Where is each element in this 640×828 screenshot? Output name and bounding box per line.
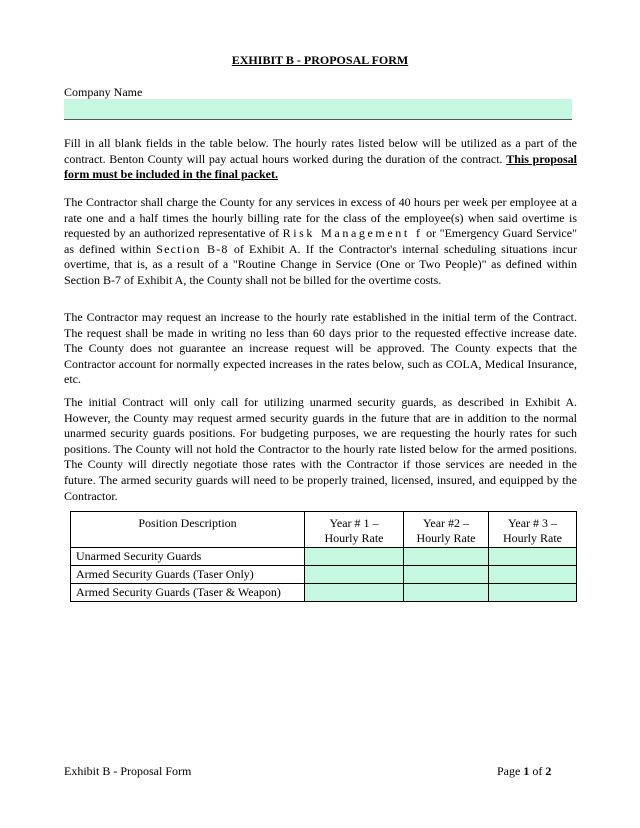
table-header-row (71, 512, 577, 548)
position-cell: Armed Security Guards (Taser Only) (71, 566, 305, 584)
year-2-rate-input[interactable] (404, 548, 489, 566)
company-name-field[interactable] (64, 99, 572, 120)
year-2-rate-input[interactable] (404, 566, 489, 584)
year-1-rate-input[interactable] (305, 566, 404, 584)
position-cell: Unarmed Security Guards (71, 548, 305, 566)
instructions-paragraph (64, 136, 577, 183)
overtime-paragraph (64, 195, 577, 289)
rate-increase-paragraph: The Contractor may request an increase to the hourly rate established in the initial term of the Contract. The request shall be made in writing no less than 60 days prior to the requested effective increase date. The County does not guarantee an increase request will be approved. The County expects that the Contractor account for normally expected increases in the rates below, such as COLA, Medical Insurance, etc. (64, 310, 577, 387)
table-row (71, 548, 577, 566)
instructions-emphasis: This proposal form must be included in the final packet. (64, 151, 577, 182)
armed-guards-paragraph: The initial Contract will only call for utilizing unarmed security guards, as described in Exhibit A. However, the County may request armed security guards in the future that are in addition to the normal unarmed security guards positions. For budgeting purposes, we are requesting the hourly rates for such positions. The County will not hold the Contractor to the hourly rate listed below for the armed positions. The County will directly negotiate those rates with the Contractor if those services are needed in the future. The armed security guards will need to be properly trained, licensed, insured, and equipped by the Contractor. (64, 395, 577, 503)
year-3-rate-input[interactable] (489, 566, 577, 584)
position-cell: Armed Security Guards (Taser & Weapon) (71, 584, 305, 602)
overtime-text-b: or "Emergency Guard Service" as defined within (64, 226, 577, 256)
year-3-rate-input[interactable] (489, 584, 577, 602)
year-1-rate-input[interactable] (305, 548, 404, 566)
instructions-text: Fill in all blank fields in the table below. The hourly rates listed below will be utilized as a part of the contract. Benton County will pay actual hours worked during the duration of the contract. (64, 136, 577, 166)
overtime-text-spaced: Risk Management f (282, 226, 423, 241)
header-year-1: Year # 1 – Hourly Rate (305, 512, 404, 548)
footer-document-title: Exhibit B - Proposal Form (64, 764, 192, 778)
header-position-description: Position Description (71, 512, 305, 548)
company-name-label: Company Name (64, 85, 143, 99)
year-3-rate-input[interactable] (489, 548, 577, 566)
year-1-rate-input[interactable] (305, 584, 404, 602)
overtime-text-c: of Exhibit A. If the Contractor's internal scheduling situations incur overtime, that is, as a result of a "Routine Change in Service (One or Two People)" as defined within Section B-7 of Exhibit A, the County shall not be billed for the overtime costs. (64, 241, 577, 287)
hourly-rate-table (70, 511, 577, 602)
table-row (71, 584, 577, 602)
year-2-rate-input[interactable] (404, 584, 489, 602)
footer-page-number: Page 1 of 2 (497, 764, 552, 778)
overtime-section-ref: Section B-8 (156, 241, 229, 256)
header-year-3: Year # 3 – Hourly Rate (489, 512, 577, 548)
overtime-text-a: The Contractor shall charge the County for any services in excess of 40 hours per week per employee at a rate one and a half times the hourly billing rate for the class of the employee(s) when said overtime is requested by an authorized representative of (64, 195, 577, 241)
page-title: EXHIBIT B - PROPOSAL FORM (231, 53, 409, 67)
header-year-2: Year #2 – Hourly Rate (404, 512, 489, 548)
table-row (71, 566, 577, 584)
